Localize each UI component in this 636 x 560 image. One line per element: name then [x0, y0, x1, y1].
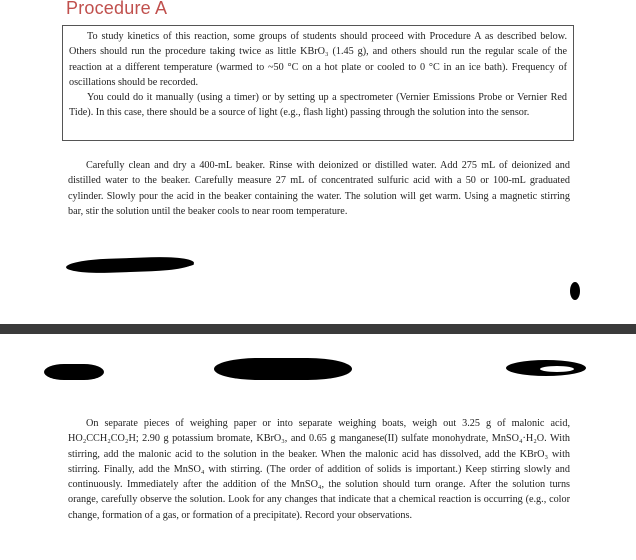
box-paragraph-1: To study kinetics of this reaction, some groups of students should proceed with Procedure A as described below. Others should run the procedure taking twice as little KBrO₃ (1.45 g), and others should run the regular scale of the reaction at a different temperature (warmed to ~50 °C on a hot plate or cooled to 0 °C in an ice bath). Frequency of oscillations should be recorded.: [69, 31, 567, 88]
step-2-block: [68, 416, 570, 523]
step-1-text: Carefully clean and dry a 400-mL beaker. Rinse with deionized or distilled water. Add 275 mL of deionized and distilled water to the beaker. Carefully measure 27 mL of concentrated sulfuric acid with a 50 or 100-mL graduated cylinder. Slowly pour the acid in the beaker containing the water. The solution will get warm. Using a magnetic stirring bar, stir the solution until the beaker cools to near room temperature.: [68, 160, 570, 217]
page-divider: [0, 324, 636, 334]
redaction-mark: [214, 358, 352, 380]
box-paragraph-2: You could do it manually (using a timer) or by setting up a spectrometer (Vernier Emissions Probe or Vernier Red Tide). In this case, there should be a source of light (e.g., flash light) passing through the solution into the sensor.: [69, 92, 567, 119]
redaction-mark: [44, 364, 104, 380]
instructions-box: [62, 25, 574, 141]
step-2-text: On separate pieces of weighing paper or into separate weighing boats, weigh out 3.25 g of malonic acid, HO₂CCH₂CO₂H; 2.90 g potassium bromate, KBrO₃, and 0.65 g manganese(II) sulfate monohydrate, MnSO₄·H₂O. With stirring, add the malonic acid to the solution in the beaker. When the malonic acid has dissolved, add the KBrO₃ with stirring. Finally, add the MnSO₄ with stirring. (The order of addition of solids is important.) Keep stirring slowly and continuously. Immediately after the addition of the MnSO₄, the solution should turn orange. After the solution turns orange, carefully observe the solution. Look for any changes that indicate that a chemical reaction is occurring (e.g., color change, formation of a gas, or formation of a precipitate). Record your observations.: [68, 418, 570, 521]
redaction-dot: [570, 282, 580, 300]
redaction-mark: [540, 366, 574, 372]
step-1-block: [68, 158, 570, 219]
section-heading: Procedure A: [66, 0, 168, 18]
redaction-mark: [128, 260, 194, 268]
